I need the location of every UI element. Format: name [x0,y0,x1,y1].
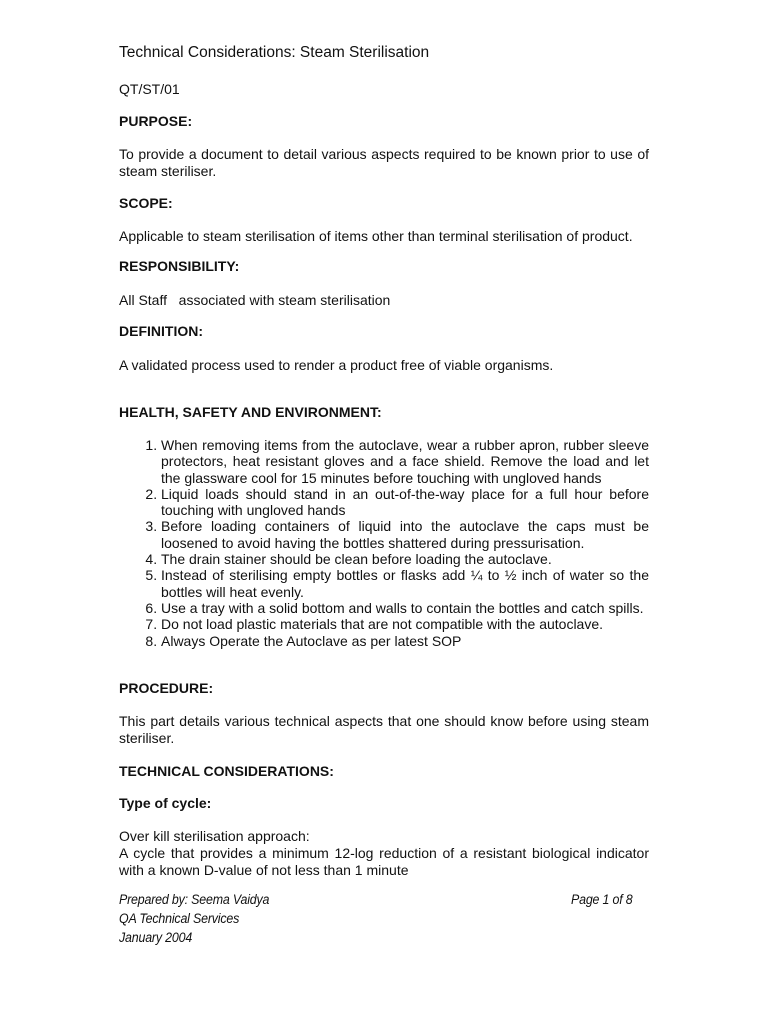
list-item: 7. Do not load plastic materials that are not compatible with the autoclave. [161,616,649,632]
cycle-subheading: Type of cycle: [119,795,212,811]
procedure-text: This part details various technical aspects that one should know before using steam steriliser. [119,713,649,746]
list-item: 8. Always Operate the Autoclave as per latest SOP [161,633,649,649]
hse-heading: HEALTH, SAFETY AND ENVIRONMENT: [119,404,382,420]
cycle-description: A cycle that provides a minimum 12-log reduction of a resistant biological indicator with a known D-value of not less than 1 minute [119,845,649,878]
document-code: QT/ST/01 [119,81,180,97]
overkill-text: Over kill sterilisation approach: [119,828,310,844]
list-item: 6. Use a tray with a solid bottom and walls to contain the bottles and catch spills. [161,600,649,616]
procedure-heading: PROCEDURE: [119,680,214,696]
list-item: 2. Liquid loads should stand in an out-of-the-way place for a full hour before touching with ungloved hands [161,486,649,519]
document-title: Technical Considerations: Steam Sterilisation [119,44,430,61]
technical-heading: TECHNICAL CONSIDERATIONS: [119,763,334,779]
list-item: 5. Instead of sterilising empty bottles or flasks add ¼ to ½ inch of water so the bottles will heat evenly. [161,567,649,600]
footer-page-number: Page 1 of 8 [571,892,633,907]
purpose-text: To provide a document to detail various aspects required to be known prior to use of steam steriliser. [119,146,649,179]
list-item: 4. The drain stainer should be clean before loading the autoclave. [161,551,649,567]
definition-heading: DEFINITION: [119,323,203,339]
footer-department: QA Technical Services [119,911,240,926]
responsibility-heading: RESPONSIBILITY: [119,258,240,274]
definition-text: A validated process used to render a product free of viable organisms. [119,357,554,373]
scope-heading: SCOPE: [119,195,173,211]
footer-date: January 2004 [119,930,193,945]
list-item: 3. Before loading containers of liquid into the autoclave the caps must be loosened to avoid having the bottles shattered during pressurisation. [161,518,649,551]
purpose-heading: PURPOSE: [119,113,193,129]
footer-prepared-by: Prepared by: Seema Vaidya [119,892,270,907]
responsibility-text: All Staff associated with steam sterilisation [119,292,391,308]
list-item: 1. When removing items from the autoclave, wear a rubber apron, rubber sleeve protectors, heat resistant gloves and a face shield. Remove the load and let the glassware cool for 15 minutes before touching with ungloved hands [161,437,649,486]
scope-text: Applicable to steam sterilisation of items other than terminal sterilisation of product. [119,228,633,244]
hse-list [119,437,649,649]
